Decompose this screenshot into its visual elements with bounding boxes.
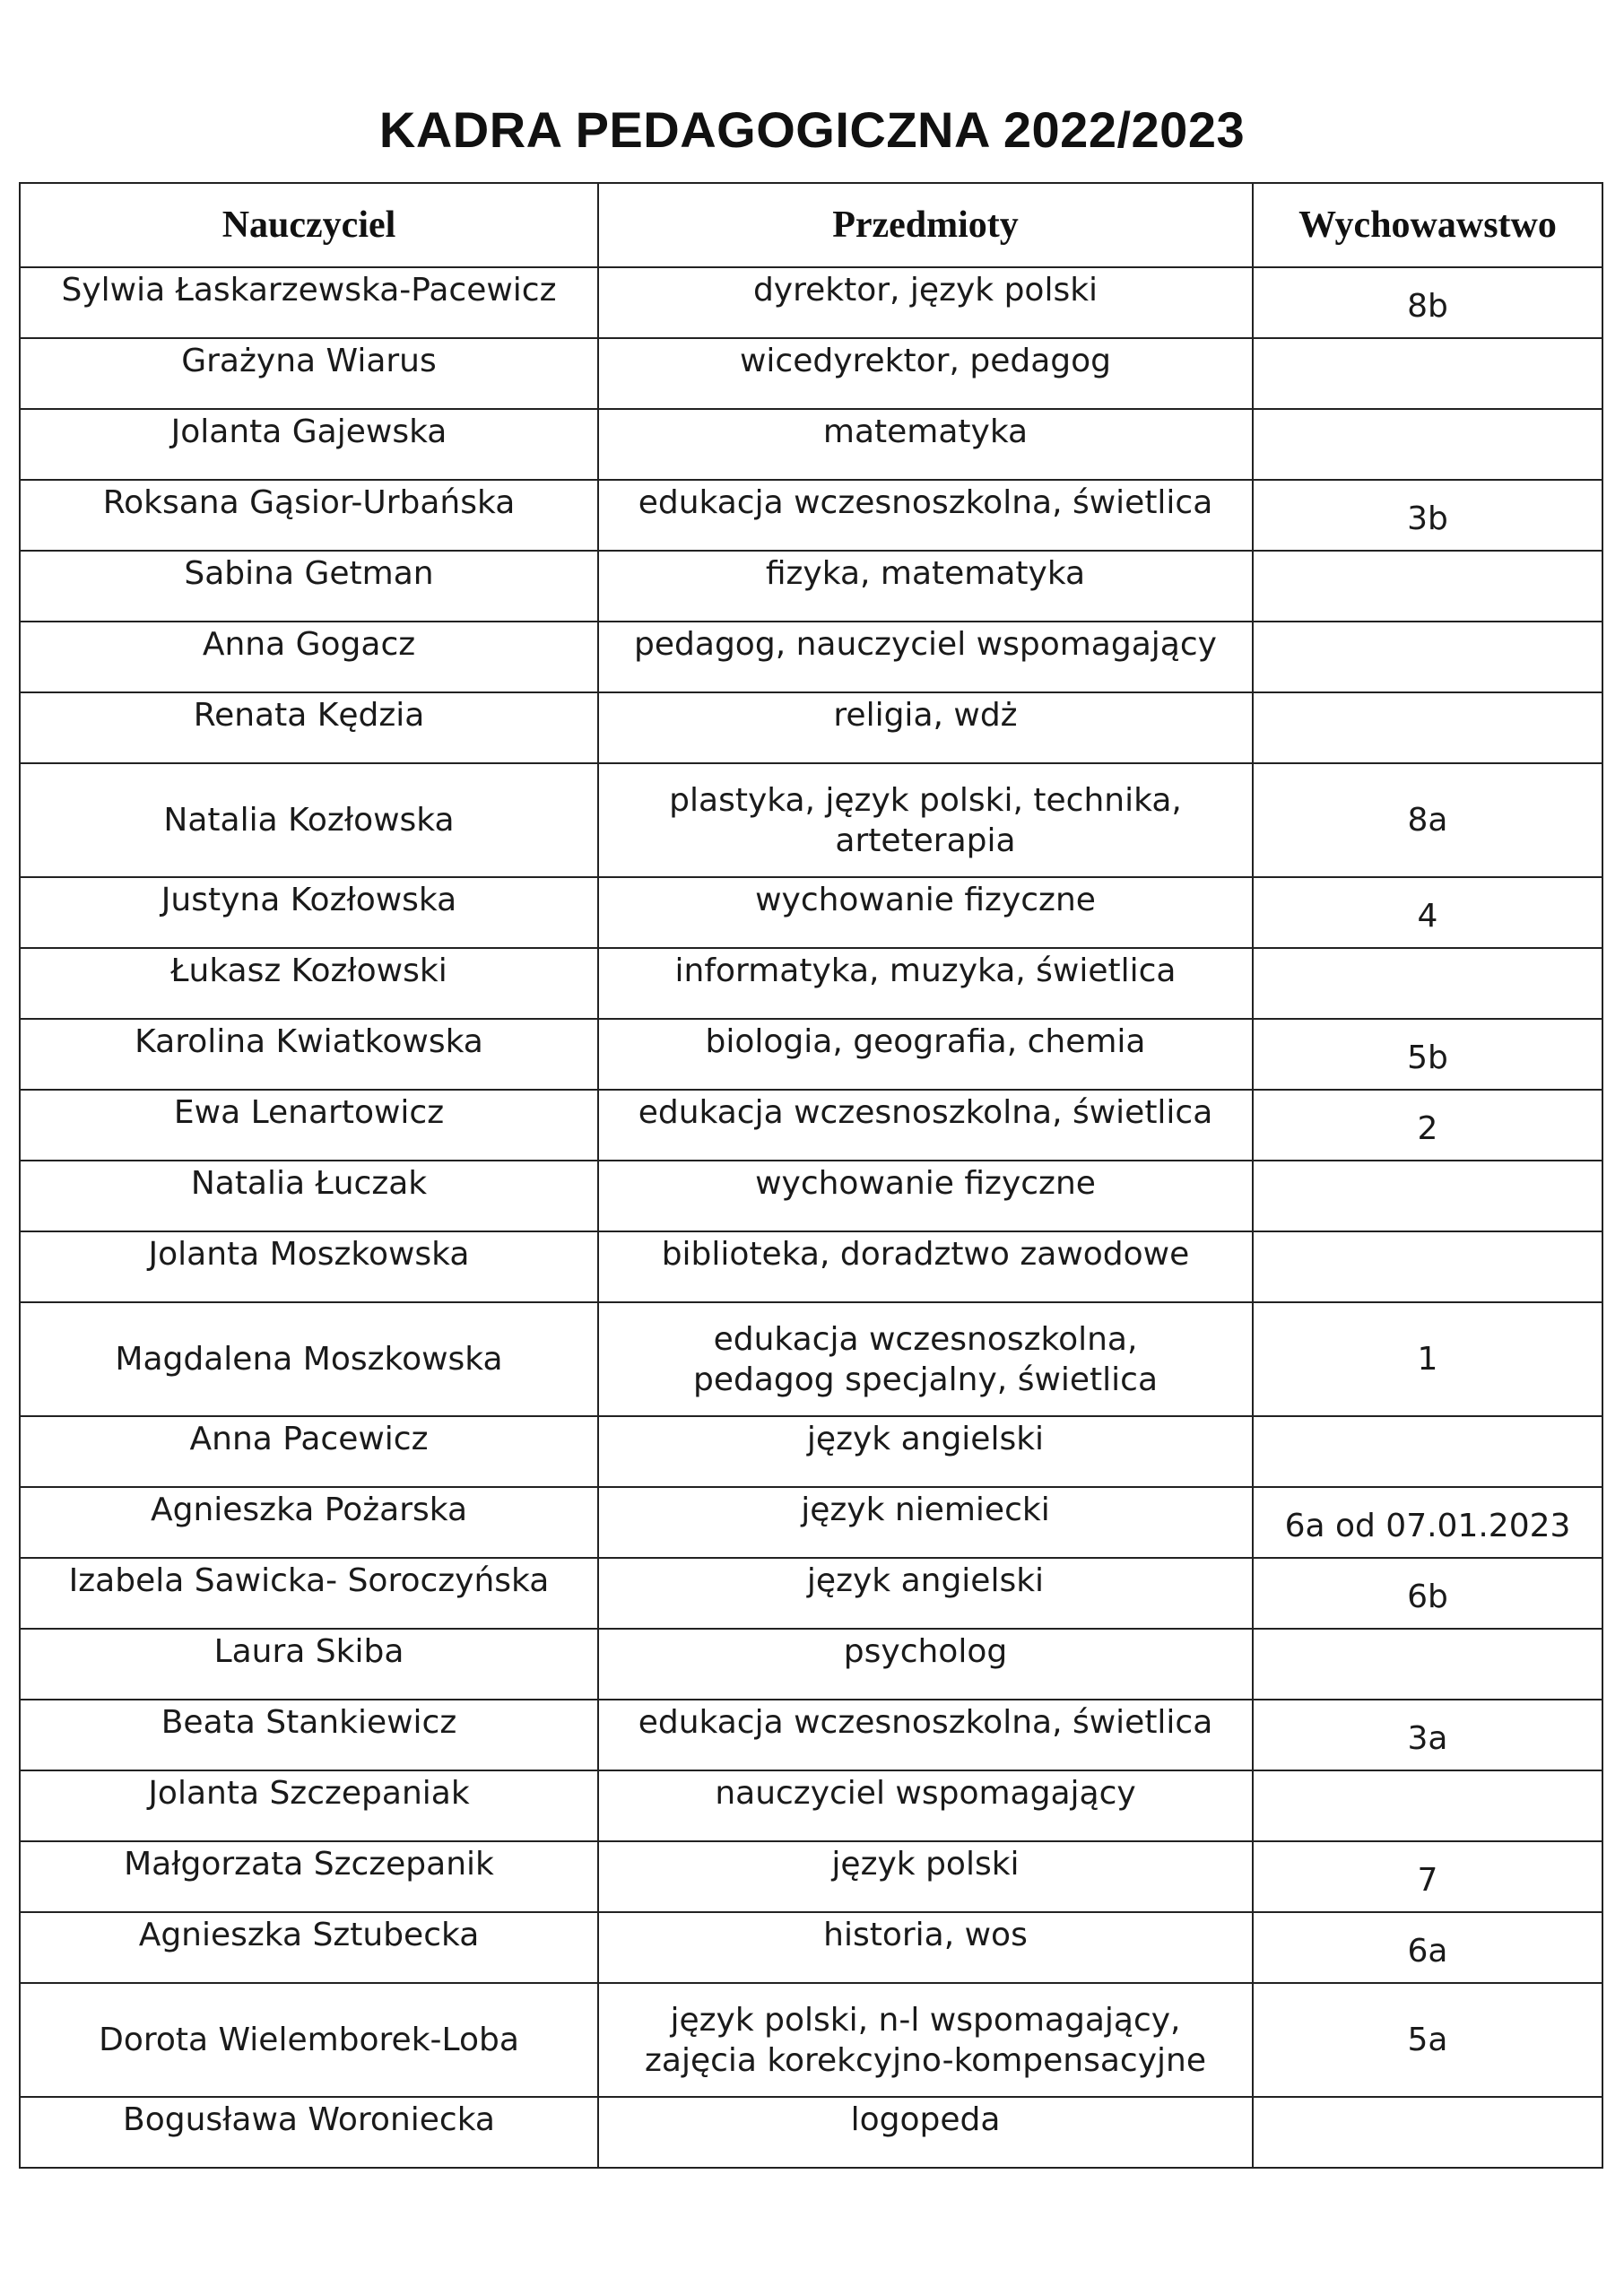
table-row [20, 1090, 1602, 1161]
subject-line: biblioteka, doradztwo zawodowe [661, 1236, 1190, 1273]
subject-line: edukacja wczesnoszkolna, świetlica [638, 1704, 1213, 1741]
homeroom-cell: 6a od 07.01.2023 [1253, 1487, 1602, 1558]
subjects-cell [598, 1231, 1253, 1302]
homeroom-cell: 4 [1253, 877, 1602, 948]
homeroom-cell [1253, 551, 1602, 622]
subjects-cell [598, 1302, 1253, 1416]
column-header-teacher: Nauczyciel [20, 183, 598, 267]
table-row [20, 622, 1602, 692]
column-header-subjects: Przedmioty [598, 183, 1253, 267]
table-row [20, 409, 1602, 480]
subject-line: zajęcia korekcyjno-kompensacyjne [645, 2041, 1206, 2079]
subject-line: psycholog [843, 1633, 1008, 1670]
table-row [20, 267, 1602, 338]
subjects-cell [598, 1983, 1253, 2097]
subject-line: arteterapia [835, 822, 1016, 859]
table-row [20, 1161, 1602, 1231]
teacher-name-cell: Izabela Sawicka- Soroczyńska [20, 1558, 598, 1629]
teacher-name-cell: Agnieszka Pożarska [20, 1487, 598, 1558]
teacher-name-cell: Ewa Lenartowicz [20, 1090, 598, 1161]
page-title: KADRA PEDAGOGICZNA 2022/2023 [378, 101, 1246, 158]
homeroom-cell [1253, 1770, 1602, 1841]
teacher-name-cell: Jolanta Moszkowska [20, 1231, 598, 1302]
subjects-cell [598, 409, 1253, 480]
subject-line: język niemiecki [801, 1492, 1050, 1528]
subject-line: fizyka, matematyka [765, 555, 1086, 592]
teacher-name-cell: Sabina Getman [20, 551, 598, 622]
homeroom-cell: 2 [1253, 1090, 1602, 1161]
subjects-cell [598, 480, 1253, 551]
table-row [20, 480, 1602, 551]
subject-line: matematyka [822, 413, 1029, 450]
table-row [20, 2097, 1602, 2168]
subject-line: edukacja wczesnoszkolna, świetlica [638, 1094, 1213, 1131]
subject-line: język angielski [806, 1562, 1045, 1599]
subjects-cell [598, 1090, 1253, 1161]
homeroom-cell: 1 [1253, 1302, 1602, 1416]
subjects-cell [598, 551, 1253, 622]
subjects-cell [598, 338, 1253, 409]
homeroom-cell [1253, 1161, 1602, 1231]
homeroom-cell [1253, 692, 1602, 763]
subject-line: wychowanie fizyczne [755, 882, 1096, 918]
subject-line: nauczyciel wspomagający [715, 1775, 1136, 1812]
teacher-name-cell: Anna Gogacz [20, 622, 598, 692]
subject-line: logopeda [850, 2101, 1001, 2138]
table-row [20, 1019, 1602, 1090]
subjects-cell [598, 1161, 1253, 1231]
table-row [20, 1487, 1602, 1558]
homeroom-cell: 6b [1253, 1558, 1602, 1629]
subjects-cell [598, 267, 1253, 338]
subject-line: informatyka, muzyka, świetlica [674, 952, 1177, 989]
teacher-name-cell: Anna Pacewicz [20, 1416, 598, 1487]
table-row [20, 338, 1602, 409]
teacher-name-cell: Karolina Kwiatkowska [20, 1019, 598, 1090]
subject-line: edukacja wczesnoszkolna, [713, 1320, 1138, 1358]
homeroom-cell [1253, 948, 1602, 1019]
subjects-cell [598, 1841, 1253, 1912]
subjects-cell [598, 763, 1253, 877]
table-row [20, 1416, 1602, 1487]
table-row [20, 551, 1602, 622]
table-row [20, 1770, 1602, 1841]
subject-line: pedagog, nauczyciel wspomagający [634, 626, 1217, 663]
teacher-name-cell: Grażyna Wiarus [20, 338, 598, 409]
subject-line: pedagog specjalny, świetlica [692, 1361, 1159, 1398]
teacher-name-cell: Bogusława Woroniecka [20, 2097, 598, 2168]
subject-line: plastyka, język polski, technika, [669, 781, 1182, 819]
homeroom-cell [1253, 1629, 1602, 1700]
table-row [20, 1629, 1602, 1700]
teacher-name-cell: Jolanta Gajewska [20, 409, 598, 480]
teacher-name-cell: Małgorzata Szczepanik [20, 1841, 598, 1912]
subjects-cell [598, 1700, 1253, 1770]
teacher-name-cell: Natalia Kozłowska [20, 763, 598, 877]
subjects-cell [598, 622, 1253, 692]
staff-table [19, 182, 1603, 2169]
subject-line: edukacja wczesnoszkolna, świetlica [638, 484, 1213, 521]
homeroom-cell [1253, 622, 1602, 692]
table-row [20, 1231, 1602, 1302]
subject-line: język polski [831, 1846, 1020, 1883]
table-row [20, 763, 1602, 877]
subject-line: religia, wdż [833, 697, 1018, 734]
subjects-cell [598, 692, 1253, 763]
subject-line: dyrektor, język polski [752, 272, 1099, 309]
teacher-name-cell: Dorota Wielemborek-Loba [20, 1983, 598, 2097]
homeroom-cell: 7 [1253, 1841, 1602, 1912]
teacher-name-cell: Laura Skiba [20, 1629, 598, 1700]
teacher-name-cell: Roksana Gąsior-Urbańska [20, 480, 598, 551]
subjects-cell [598, 1487, 1253, 1558]
table-row [20, 1983, 1602, 2097]
subjects-cell [598, 1019, 1253, 1090]
table-row [20, 1912, 1602, 1983]
teacher-name-cell: Renata Kędzia [20, 692, 598, 763]
teacher-name-cell: Magdalena Moszkowska [20, 1302, 598, 1416]
homeroom-cell: 3b [1253, 480, 1602, 551]
column-header-homeroom: Wychowawstwo [1253, 183, 1602, 267]
table-row [20, 1700, 1602, 1770]
table-row [20, 948, 1602, 1019]
subject-line: wicedyrektor, pedagog [739, 343, 1112, 379]
table-row [20, 1302, 1602, 1416]
subjects-cell [598, 948, 1253, 1019]
subject-line: biologia, geografia, chemia [705, 1023, 1146, 1060]
teacher-name-cell: Beata Stankiewicz [20, 1700, 598, 1770]
table-row [20, 1558, 1602, 1629]
subject-line: język polski, n-l wspomagający, [670, 2001, 1181, 2039]
homeroom-cell: 3a [1253, 1700, 1602, 1770]
teacher-name-cell: Sylwia Łaskarzewska-Pacewicz [20, 267, 598, 338]
homeroom-cell [1253, 1416, 1602, 1487]
homeroom-cell: 5a [1253, 1983, 1602, 2097]
teacher-name-cell: Agnieszka Sztubecka [20, 1912, 598, 1983]
homeroom-cell [1253, 409, 1602, 480]
teacher-name-cell: Justyna Kozłowska [20, 877, 598, 948]
homeroom-cell [1253, 1231, 1602, 1302]
teacher-name-cell: Natalia Łuczak [20, 1161, 598, 1231]
subjects-cell [598, 877, 1253, 948]
homeroom-cell: 8b [1253, 267, 1602, 338]
subject-line: historia, wos [823, 1917, 1028, 1953]
subjects-cell [598, 1558, 1253, 1629]
subject-line: wychowanie fizyczne [755, 1165, 1096, 1202]
homeroom-cell: 5b [1253, 1019, 1602, 1090]
teacher-name-cell: Łukasz Kozłowski [20, 948, 598, 1019]
homeroom-cell: 8a [1253, 763, 1602, 877]
teacher-name-cell: Jolanta Szczepaniak [20, 1770, 598, 1841]
table-row [20, 877, 1602, 948]
subjects-cell [598, 1629, 1253, 1700]
subjects-cell [598, 1770, 1253, 1841]
homeroom-cell [1253, 338, 1602, 409]
subjects-cell [598, 1416, 1253, 1487]
homeroom-cell [1253, 2097, 1602, 2168]
subjects-cell [598, 2097, 1253, 2168]
table-row [20, 1841, 1602, 1912]
staff-table-body [20, 267, 1602, 2168]
table-header-row [20, 183, 1602, 267]
table-row [20, 692, 1602, 763]
homeroom-cell: 6a [1253, 1912, 1602, 1983]
subject-line: język angielski [806, 1421, 1045, 1457]
subjects-cell [598, 1912, 1253, 1983]
